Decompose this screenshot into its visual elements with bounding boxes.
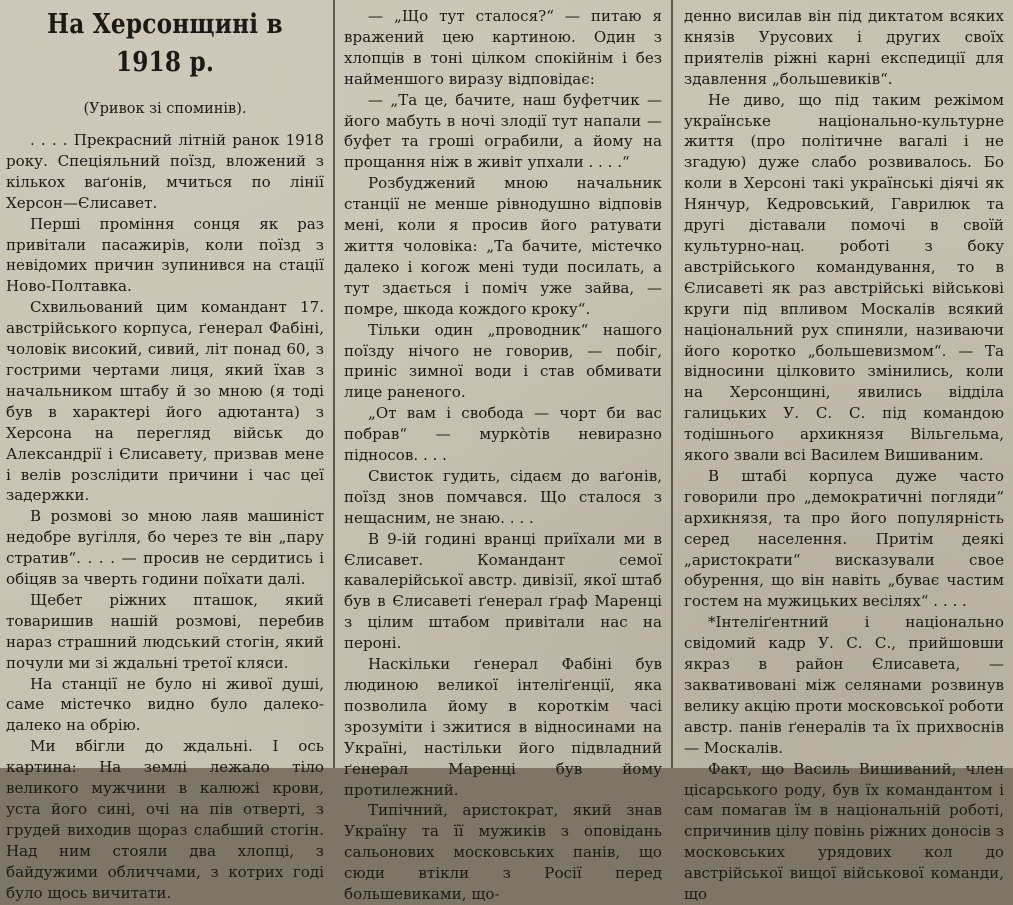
paragraph: денно висилав він під диктатом всяких князів Урусових і других своїх приятелів ріжні карні експедиції для здавлення „большевиків“. [684,7,1004,88]
paragraph: Свисток гудить, сідаєм до ваґонів, поїзд знов помчався. Що сталося з нещасним, не знаю. . . . [344,466,662,527]
paragraph: В розмові зо мною лаяв машиніст недобре вугілля, бо через те він „пару стратив“. . . . — просив не сердитись і обіцяв за чверть години поїхати далі. [6,507,324,589]
article-column-3 [684,0,1004,904]
paragraph: Тільки один „проводник“ нашого поїзду нічого не говорив, — побіг, приніс зимної води і став обмивати лице раненого. [344,320,662,402]
article-subtitle: (Уривок зі споминів). [83,101,247,117]
paragraph: — „Та це, бачите, наш буфетчик — його мабуть в ночі злодії тут напали — буфет та гроші ограбили, а йому на прощання ніж в живіт упхали . . . .“ [344,90,662,172]
paragraph: Наскільки ґенерал Фабіні був людиною великої інтеліґенції, яка позволила йому в короткім часі зрозуміти і зжитися в відносинами на Україні, настільки його підвладний ґенерал Маренці був йому протилежний. [344,655,662,799]
article-title: На Херсонщині в 1918 р. [47,9,283,78]
paragraph: Схвильований цим командант 17. австрійського корпуса, ґенерал Фабіні, чоловік високий, сивий, літ понад 60, з гострими чертами лиця, який їхав з начальником штабу й зо мною (я тоді був в характері його адютанта) з Херсона на перегляд військ до Александрії і Єлисавету, призвав мене і велів розслідити причини і час цеї задержки. [6,298,324,505]
paragraph: Ми вбігли до ждальні. І ось картина: На землі лежало тіло великого мужчини в калюжі крови, уста його сині, очі на пів отверті, з грудей виходив щораз слабший стогін. Над ним стояли два хлопці, з байдужими обличчами, з котрих годі було щось вичитати. [6,737,324,902]
paragraph: *Інтеліґентний і національно свідомий кадр У. С. С., прийшовши якраз в район Єлисавета, — заквативовані між селянами розвинув велику акцію проти московської роботи австр. панів ґенералів та їх прихвоснів — Москалів. [684,613,1004,757]
paragraph: . . . . Прекрасний літній ранок 1918 року. Спеціяльний поїзд, вложений з кількох ваґонів, мчиться по лінії Херсон—Єлисавет. [6,131,324,212]
paragraph: „От вам і свобода — чорт би вас побрав“ — мурко̀тів невиразно підносов. . . . [344,404,662,465]
article-column-2 [344,0,662,904]
paragraph: В штабі корпуса дуже часто говорили про „демократичні погляди“ архикнязя, та про його популярність серед населення. Притім деякі „аристократи“ висказували свое обурення, що він навіть „буває частим гостем на мужицьких весілях“ . . . . [684,466,1004,611]
paragraph: Перші проміння сонця як раз привітали пасажирів, коли поїзд з невідомих причин зупинився на стації Ново-Полтавка. [6,214,324,296]
paragraph: Факт, що Василь Вишиваний, член цісарського роду, був їх командантом і сам помагав їм в національній роботі, спричинив цілу повінь ріжних доносів з московських урядових кол до австрійської вищої військової команди, що [684,759,1004,904]
paragraph: В 9-ій годині вранці приїхали ми в Єлисавет. Командант семої кавалерійської австр. дивізії, якої штаб був в Єлисаветі ґенерал ґраф Маренці з цілим штабом привітали нас на пероні. [344,529,662,653]
paragraph: На станції не було ні живої душі, саме містечко видно було далеко-далеко на обрію. [6,674,324,735]
paragraph: Типічний, аристократ, який знав Україну та її мужиків з оповідань сальонових московських панів, що сюди втікли з Росії перед большевиками, що- [344,801,662,904]
article-column-1 [6,0,324,902]
paragraph: Не диво, що під таким режімом українське національно-культурне життя (про політичне вагалі і не згадую) дуже слабо розвивалось. Бо коли в Херсоні такі українські діячі як Нянчур, Кедровський, Гаврилюк та другі діставали помочі в своїй культурно-нац. роботі з боку австрійського командування, то в Єлисаветі як раз австрійські військові круги під впливом Москалів всякий національний рух спиняли, називаючи його коротко „большевизмом“. — Та відносини цілковито змінились, коли на Херсонщині, явились відділа галицьких У. С. С. під командою тодішнього архикнязя Вільгельма, якого звали всі Василем Вишиваним. [684,90,1004,465]
paragraph: — „Що тут сталося?“ — питаю я вражений цею картиною. Один з хлопців в тоні цілком спокійнім і без найменшого виразу відповідає: [344,7,662,88]
paragraph: Щебет ріжних пташок, який товаришив нашій розмові, перебив нараз страшний людський стогін, який почули ми зі ждальні третої кляси. [6,590,324,672]
column-divider [333,0,335,768]
column-divider [671,0,673,768]
paragraph: Розбуджений мною начальник станції не менше рівнодушно відповів мені, коли я просив його ратувати життя чоловіка: „Та бачите, містечко далеко і когож мені туди посилать, а тут здається і поміч уже зайва, — помре, шкода кождого кроку“. [344,174,662,318]
